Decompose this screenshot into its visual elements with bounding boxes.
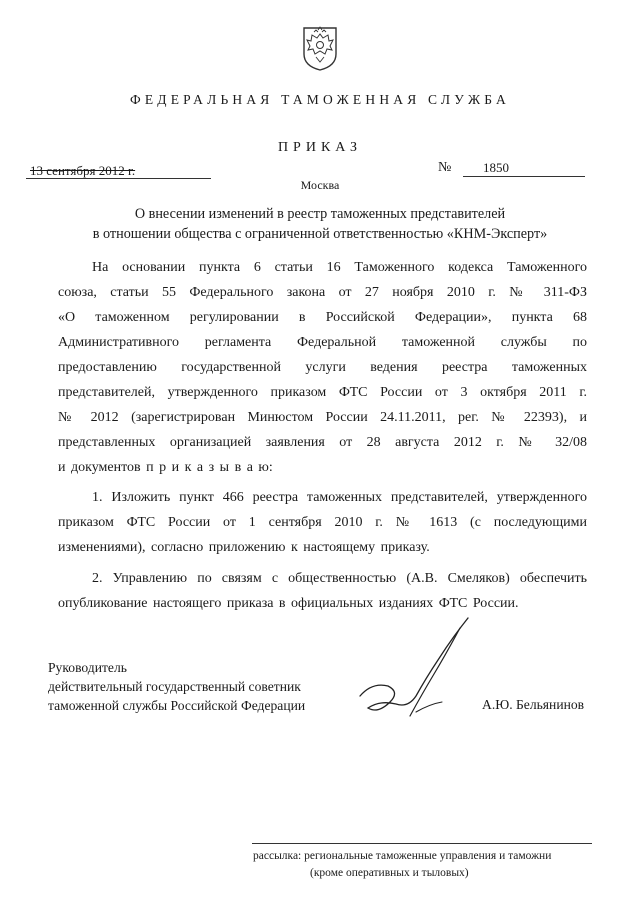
agency-name: ФЕДЕРАЛЬНАЯ ТАМОЖЕННАЯ СЛУЖБА — [130, 92, 510, 107]
order-city: Москва — [300, 178, 340, 192]
preamble-line: «О таможенном регулировании в Российской Федерации», пункта 68 — [58, 310, 587, 325]
order-number: 1850 — [463, 160, 585, 177]
signatory-position-line-3: таможенной службы Российской Федерации — [48, 698, 306, 713]
preamble-line: представленных организацией заявления от 28 августа 2012 г. № 32/08 — [58, 435, 587, 450]
signatory-position — [48, 658, 305, 715]
order-item-2-line: опубликование настоящего приказа в официальных изданиях ФТС России. — [58, 596, 519, 611]
signatory-name: А.Ю. Бельянинов — [482, 697, 585, 712]
order-number-label: № — [438, 160, 452, 175]
order-subject — [40, 204, 600, 244]
preamble-line: представителей, утвержденного приказом ФТС России от 3 октября 2011 г. — [58, 385, 587, 400]
preamble-line: На основании пункта 6 статьи 16 Таможенного кодекса Таможенного — [92, 260, 587, 275]
document-type-title: ПРИКАЗ — [277, 140, 363, 155]
order-item-1-line: изменениями), согласно приложению к настоящему приказу. — [58, 540, 430, 555]
distribution-list-line-2: (кроме оперативных и тыловых) — [310, 867, 469, 879]
preamble-line: и документов п р и к а з ы в а ю: — [58, 460, 273, 475]
order-item-2-line: 2. Управлению по связям с общественностью (А.В. Смеляков) обеспечить — [92, 571, 587, 586]
distribution-divider — [252, 843, 592, 844]
order-date: 13 сентября 2012 г. — [30, 163, 136, 178]
preamble-line: союза, статьи 55 Федерального закона от 27 ноября 2010 г. № 311-ФЗ — [58, 285, 587, 300]
order-item-1-line: 1. Изложить пункт 466 реестра таможенных представителей, утвержденного — [92, 490, 587, 505]
order-subject-line-1: О внесении изменений в реестр таможенных представителей — [134, 206, 506, 222]
handwritten-signature-icon — [350, 604, 500, 724]
distribution-list-line-1: рассылка: региональные таможенные управления и таможни — [253, 850, 552, 862]
order-subject-line-2: в отношении общества с ограниченной ответственностью «КНМ-Эксперт» — [92, 226, 548, 242]
coat-of-arms-emblem-icon — [300, 24, 340, 72]
preamble-line: Административного регламента Федеральной таможенной службы по — [58, 335, 587, 350]
order-item-1-line: приказом ФТС России от 1 сентября 2010 г. № 1613 (с последующими — [58, 515, 587, 530]
signatory-position-line-1: Руководитель — [48, 660, 127, 675]
preamble-line: № 2012 (зарегистрирован Минюстом России 24.11.2011, рег. № 22393), и — [58, 410, 587, 425]
signatory-position-line-2: действительный государственный советник — [48, 679, 301, 694]
preamble-line: предоставлению государственной услуги ведения реестра таможенных — [58, 360, 587, 375]
